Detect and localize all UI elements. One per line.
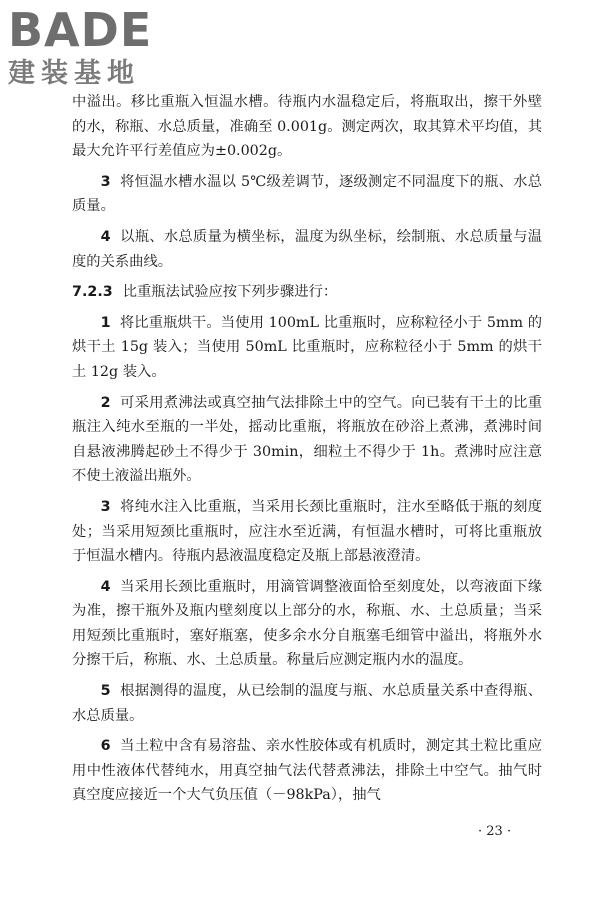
paragraph-text: 将恒温水槽水温以 5℃级差调节，逐级测定不同温度下的瓶、水总质量。	[72, 173, 542, 215]
logo-wordmark: BADE	[8, 3, 153, 57]
page-number: · 23 ·	[478, 824, 512, 839]
step-text: 当采用长颈比重瓶时，用滴管调整液面恰至刻度处，以弯液面下缘为准，擦干瓶外及瓶内壁刻度以上部分的水，称瓶、水、土总质量；当采用短颈比重瓶时，塞好瓶塞，使多余水分自瓶塞毛细管中溢出，将瓶外水分擦干后，称瓶、水、土总质量。称量后应测定瓶内水的温度。	[72, 578, 542, 669]
step-item	[72, 679, 542, 728]
step-item	[72, 734, 542, 808]
step-number: 2	[100, 394, 111, 411]
step-text: 将纯水注入比重瓶，当采用长颈比重瓶时，注水至略低于瓶的刻度处；当采用短颈比重瓶时，应注水至近满，有恒温水槽时，可将比重瓶放于恒温水槽内。待瓶内悬液温度稳定及瓶上部悬液澄清。	[72, 498, 542, 565]
logo-subtitle: 建装基地	[8, 58, 140, 89]
step-text: 将比重瓶烘干。当使用 100mL 比重瓶时，应称粒径小于 5mm 的烘干土 15g 装入；当使用 50mL 比重瓶时，应称粒径小于 5mm 的烘干土 12g 装入。	[72, 314, 542, 380]
step-item	[72, 495, 542, 569]
step-number: 4	[100, 578, 111, 595]
clause-heading	[72, 280, 542, 305]
step-item	[72, 311, 542, 385]
clause-number: 7.2.3	[72, 284, 113, 301]
step-number: 6	[100, 738, 111, 755]
clause-text: 比重瓶法试验应按下列步骤进行：	[122, 284, 338, 301]
step-item	[72, 391, 542, 489]
paragraph-item	[72, 225, 542, 274]
bade-logo	[8, 3, 178, 96]
step-text: 可采用煮沸法或真空抽气法排除土中的空气。向已装有干土的比重瓶注入纯水至瓶的一半处，摇动比重瓶，将瓶放在砂浴上煮沸，煮沸时间自悬液沸腾起砂土不得少于 30min，细粒土不得少于 1h。煮沸时应注意不使土液溢出瓶外。	[72, 394, 542, 485]
paragraph-text: 以瓶、水总质量为横坐标，温度为纵坐标，绘制瓶、水总质量与温度的关系曲线。	[72, 228, 542, 270]
step-item	[72, 575, 542, 673]
paragraph-item	[72, 170, 542, 219]
page-body	[72, 90, 542, 814]
step-text: 根据测得的温度，从已绘制的温度与瓶、水总质量关系中查得瓶、水总质量。	[72, 683, 542, 724]
item-number: 4	[100, 228, 111, 245]
paragraph-text: 中溢出。移比重瓶入恒温水槽。待瓶内水温稳定后，将瓶取出，擦干外壁的水，称瓶、水总质量，准确至 0.001g。测定两次，取其算术平均值，其最大允许平行差值应为±0.002g。	[72, 94, 542, 160]
step-number: 5	[100, 683, 111, 700]
paragraph-continuation	[72, 90, 542, 164]
step-number: 1	[100, 314, 111, 331]
step-text: 当土粒中含有易溶盐、亲水性胶体或有机质时，测定其土粒比重应用中性液体代替纯水，用真空抽气法代替煮沸法，排除土中空气。抽气时真空度应接近一个大气负压值（－98kPa），抽气	[72, 738, 542, 804]
step-number: 3	[100, 498, 111, 515]
item-number: 3	[100, 173, 111, 190]
